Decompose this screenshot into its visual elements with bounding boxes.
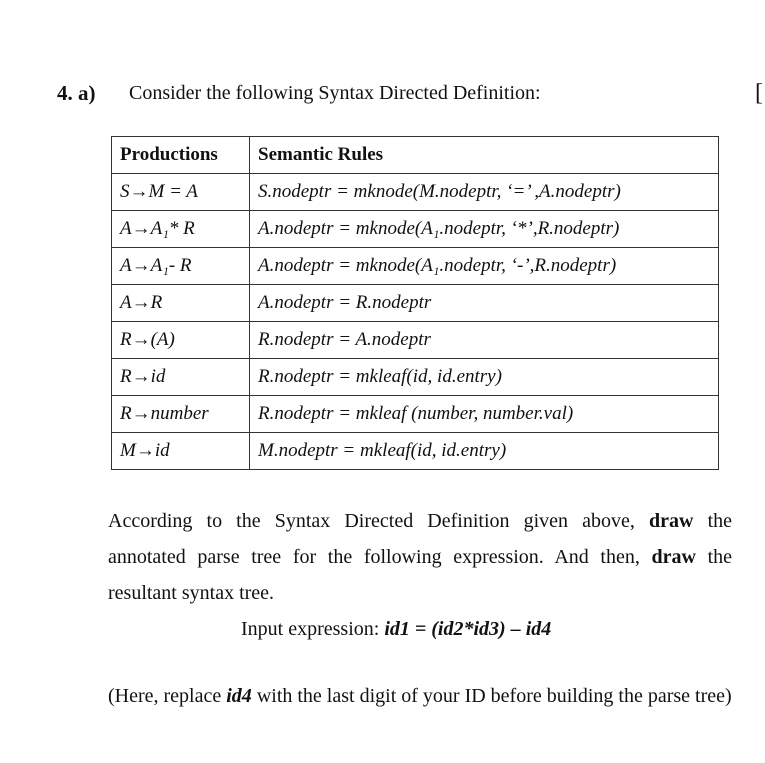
instruction-text-c: the annotated parse tree for the following expression. And then, xyxy=(108,510,733,568)
question-number: 4. a) xyxy=(57,81,96,105)
production-cell: R→number xyxy=(112,396,250,433)
production-cell: S→M = A xyxy=(112,174,250,211)
draw-keyword: draw xyxy=(649,510,694,532)
table-row xyxy=(112,433,719,470)
production-cell: R→(A) xyxy=(112,322,250,359)
production-cell: R→id xyxy=(112,359,250,396)
semantic-rule-cell: A.nodeptr = mknode(A₁.nodeptr, ‘-’,R.nodeptr) xyxy=(250,248,719,285)
semantic-rule-cell: A.nodeptr = mknode(A₁.nodeptr, ‘*’,R.nodeptr) xyxy=(250,211,719,248)
table-row xyxy=(112,285,719,322)
table-row xyxy=(112,174,719,211)
table-header-row xyxy=(112,137,719,174)
note-text-a: (Here, replace xyxy=(108,685,222,707)
note-text-b: with the last digit of your ID before building the parse tree) xyxy=(256,685,732,707)
instruction-text-a: According to the Syntax Directed Definition given above, xyxy=(108,510,635,532)
table-row xyxy=(112,322,719,359)
question-intro: Consider the following Syntax Directed Definition: xyxy=(129,82,541,104)
instruction-text-d: the resultant syntax tree. xyxy=(108,546,733,604)
table-row xyxy=(112,396,719,433)
production-cell: A→R xyxy=(112,285,250,322)
production-cell: M→id xyxy=(112,433,250,470)
header-productions: Productions xyxy=(112,137,250,174)
table-row xyxy=(112,248,719,285)
semantic-rule-cell: R.nodeptr = mkleaf(id, id.entry) xyxy=(250,359,719,396)
table-row xyxy=(112,211,719,248)
id4-token: id4 xyxy=(226,685,252,707)
expression-value: id1 = (id2*id3) – id4 xyxy=(384,618,552,640)
production-cell: A→A₁* R xyxy=(112,211,250,248)
expression-label: Input expression: xyxy=(241,618,380,640)
production-cell: A→A₁- R xyxy=(112,248,250,285)
semantic-rule-cell: A.nodeptr = R.nodeptr xyxy=(250,285,719,322)
sdd-table xyxy=(111,136,719,470)
instruction-paragraph xyxy=(108,503,732,611)
table-row xyxy=(112,359,719,396)
draw-keyword: draw xyxy=(651,546,696,568)
semantic-rule-cell: R.nodeptr = A.nodeptr xyxy=(250,322,719,359)
semantic-rule-cell: S.nodeptr = mknode(M.nodeptr, ‘=’ ,A.nodeptr) xyxy=(250,174,719,211)
replacement-note xyxy=(108,678,732,714)
input-expression xyxy=(241,618,551,641)
header-semantic-rules: Semantic Rules xyxy=(250,137,719,174)
semantic-rule-cell: R.nodeptr = mkleaf (number, number.val) xyxy=(250,396,719,433)
semantic-rule-cell: M.nodeptr = mkleaf(id, id.entry) xyxy=(250,433,719,470)
margin-bracket: [ xyxy=(755,80,763,106)
